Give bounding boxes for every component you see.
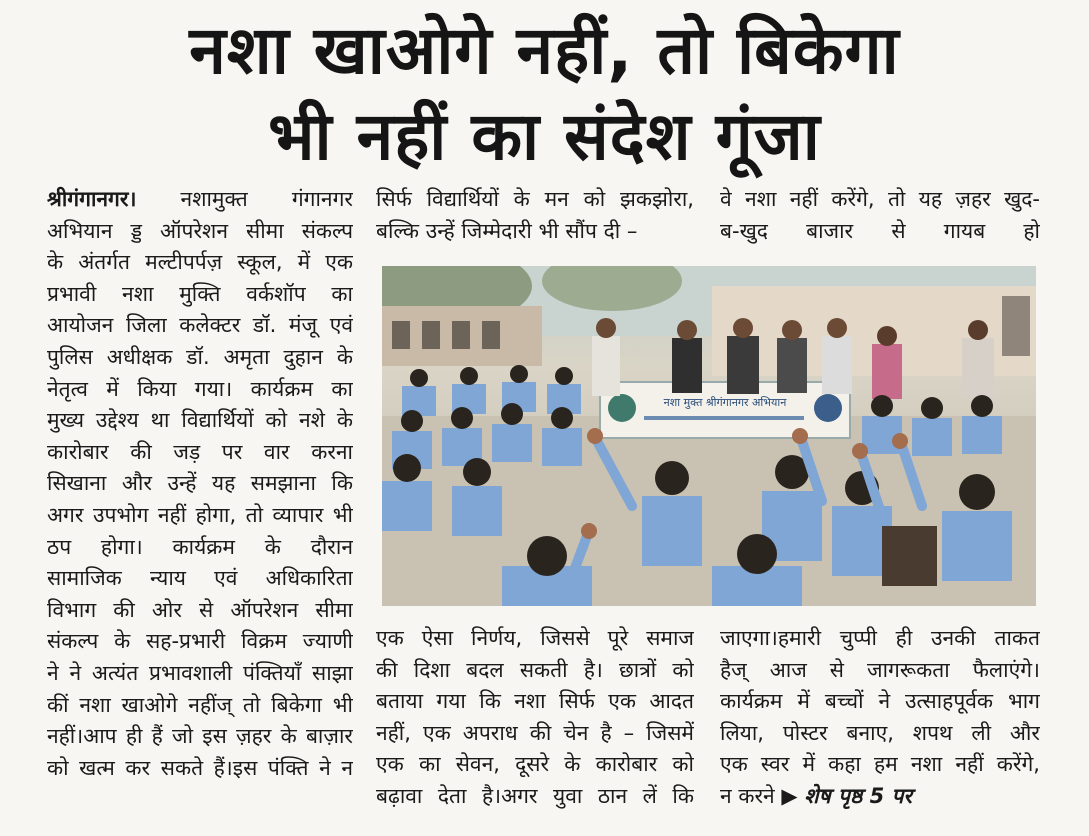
column-1-line: आयोजन जिला कलेक्टर डॉ. मंजू एवं <box>47 313 353 338</box>
headline-line-1: नशा खाओगे नहीं, तो बिकेगा <box>189 12 900 89</box>
column-1-line: संकल्प के सह-प्रभारी विक्रम ज्याणी <box>47 629 353 654</box>
column-3-bottom <box>720 623 1040 813</box>
news-photo <box>382 266 1036 606</box>
column-1-line: को खत्म कर सकते हैं।इस पंक्ति ने न <box>47 755 353 780</box>
column-1-line: कारोबार की जड़ पर वार करना <box>47 439 353 464</box>
jump-arrow-icon: ▶ <box>781 783 798 808</box>
column-3-line: लिया, पोस्टर बनाए, शपथ ली और <box>720 720 1040 745</box>
column-1-line: प्रभावी नशा मुक्ति वर्कशॉप का <box>47 281 353 306</box>
column-1-line: नहीं।आप ही हैं जो इस ज़हर के बाज़ार <box>47 724 353 749</box>
column-3-line: एक स्वर में कहा हम नशा नहीं करेंगे, <box>720 752 1040 777</box>
students-rally-illustration <box>382 266 1036 606</box>
column-1-line: पुलिस अधीक्षक डॉ. अमृता दुहान के <box>47 344 353 369</box>
column-2-line: नहीं, एक अपराध की चेन है – जिसमें <box>376 720 694 745</box>
column-1 <box>47 184 353 784</box>
column-1-line: कीं नशा खाओगे नहींज् तो बिकेगा भी <box>47 692 353 717</box>
column-2-line: की दिशा बदल सकती है। छात्रों को <box>376 657 694 682</box>
headline-line-2: भी नहीं का संदेश गूंजा <box>268 98 821 175</box>
column-3-line: जाएगा।हमारी चुप्पी ही उनकी ताकत <box>720 626 1040 650</box>
column-1-line: सामाजिक न्याय एवं अधिकारिता <box>47 566 353 591</box>
column-3-line: कार्यक्रम में बच्चों ने उत्साहपूर्वक भाग <box>720 689 1040 714</box>
column-1-line: श्रीगंगानगर। नशामुक्त गंगानगर <box>47 187 353 211</box>
column-3-line: ब-खुद बाजार से गायब हो <box>720 218 1040 243</box>
column-1-line: मुख्य उद्देश्य था विद्यार्थियों को नशे के <box>47 408 353 433</box>
column-1-line: विभाग की ओर से ऑपरेशन सीमा <box>47 597 353 622</box>
column-2-line: सिर्फ विद्यार्थियों के मन को झकझोरा, <box>376 187 694 211</box>
dateline: श्रीगंगानगर। <box>47 187 137 211</box>
column-2-top <box>376 184 694 247</box>
column-2-line: एक ऐसा निर्णय, जिससे पूरे समाज <box>376 626 694 650</box>
column-1-line: अगर उपभोग नहीं होगा, तो व्यापार भी <box>47 502 353 527</box>
column-1-line: ठप होगा। कार्यक्रम के दौरान <box>47 534 353 559</box>
column-3-line: वे नशा नहीं करेंगे, तो यह ज़हर खुद- <box>720 187 1040 211</box>
column-1-line: के अंतर्गत मल्टीपर्पज़ स्कूल, में एक <box>47 250 353 275</box>
column-1-line: सिखाना और उन्हें यह समझाना कि <box>47 471 353 496</box>
column-2-line: बताया गया कि नशा सिर्फ एक आदत <box>376 689 694 714</box>
column-2-line: बढ़ावा देता है।अगर युवा ठान लें कि <box>376 783 694 808</box>
continued-on-page: शेष पृष्ठ 5 पर <box>804 783 913 808</box>
column-1-line: नेतृत्व में किया गया। कार्यक्रम का <box>47 376 353 401</box>
banner-text: नशा मुक्त श्रीगंगानगर अभियान <box>663 396 787 409</box>
column-3-top <box>720 184 1040 247</box>
column-1-line: अभियान ड्ड ऑपरेशन सीमा संकल्प <box>47 218 353 243</box>
column-2-line: एक का सेवन, दूसरे के कारोबार को <box>376 752 694 777</box>
column-2-line: बल्कि उन्हें जिम्मेदारी भी सौंप दी – <box>376 218 638 243</box>
column-3-line: न करने ▶ शेष पृष्ठ 5 पर <box>720 783 913 808</box>
column-3-line: हैज् आज से जागरूकता फैलाएंगे। <box>720 657 1040 682</box>
column-1-line: ने ने अत्यंत प्रभावशाली पंक्तियाँ साझा <box>47 660 353 685</box>
headline <box>0 8 1089 180</box>
column-2-bottom <box>376 623 694 813</box>
